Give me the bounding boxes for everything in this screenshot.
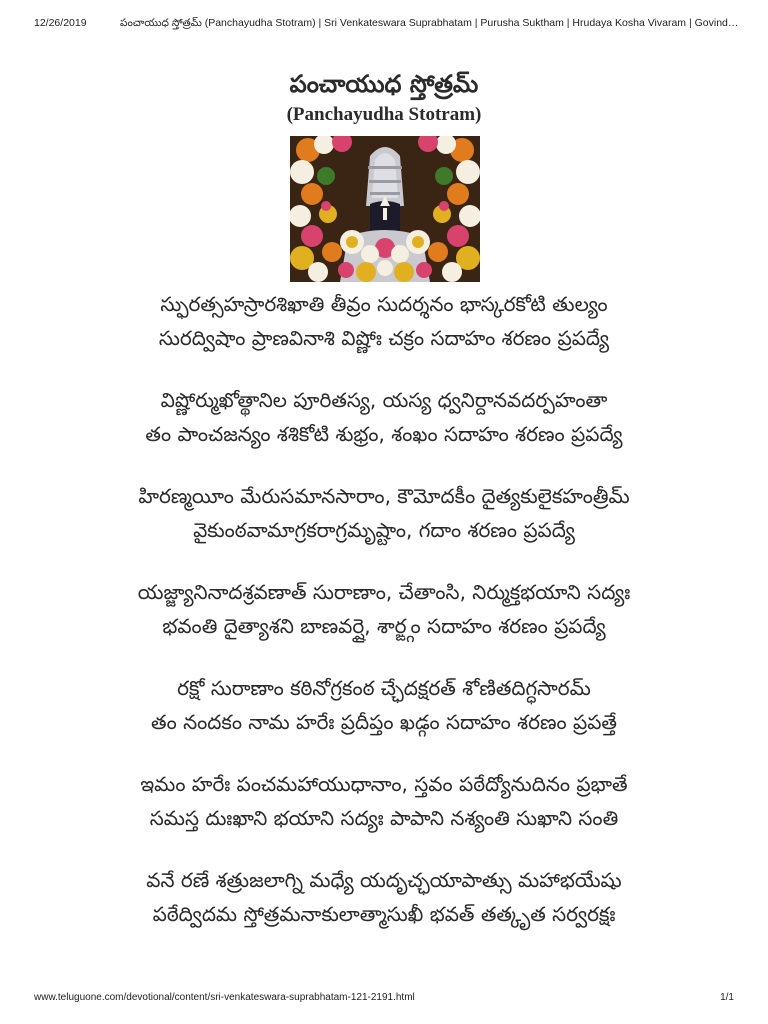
verse-6 xyxy=(0,767,768,863)
verse-line: తం నందకం నామ హరేః ప్రదీప్తం ఖడ్గం సదాహం శరణం ప్రపత్తే xyxy=(151,710,617,734)
deity-image-icon xyxy=(290,136,480,282)
verse-2 xyxy=(0,383,768,479)
verse-line: పఠేద్విదమ స్తోత్రమనాకులాత్మాసుఖీ భవత్ తత్కృత సర్వరక్షః xyxy=(152,902,616,926)
verse-4 xyxy=(0,575,768,671)
page-title: పంచాయుధ స్తోత్రమ్ xyxy=(289,70,479,98)
verse-line: స్ఫురత్సహస్రారశిఖాతి తీవ్రం సుదర్శనం భాస్కరకోటి తుల్యం xyxy=(160,292,608,316)
verse-line: వనే రణే శత్రుజలాగ్ని మధ్యే యదృచ్ఛయాపాత్సు మహాభయేషు xyxy=(146,868,622,892)
verse-line: భవంతి దైత్యాశని బాణవర్షై, శార్ఙ్గం సదాహం శరణం ప్రపద్యే xyxy=(162,614,606,638)
print-document-title: పంచాయుధ స్తోత్రమ్ (Panchayudha Stotram) | Sri Venkateswara Suprabhatam | Purusha Suktham | Hrudaya Kosha Vivaram | Govinda... xyxy=(120,17,742,29)
verse-line: ఇమం హరేః పంచమహాయుధానాం, స్తవం పఠేద్యోనుదినం ప్రభాతే xyxy=(140,772,628,796)
print-footer xyxy=(26,992,742,1006)
deity-image xyxy=(290,136,480,282)
verses xyxy=(0,285,768,959)
verse-line: సురద్విషాం ప్రాణవినాశి విష్ణోః చక్రం సదాహం శరణం ప్రపద్యే xyxy=(158,326,610,350)
verse-line: వైకుంఠవామాగ్రకరాగ్రమృష్టాం, గదాం శరణం ప్రపద్యే xyxy=(193,518,575,542)
verse-line: రక్షో సురాణాం కఠినోగ్రకంఠ చ్ఛేదక్షరత్ శోణితదిగ్ధసారమ్ xyxy=(177,676,591,700)
source-url[interactable]: www.teluguone.com/devotional/content/sri-venkateswara-suprabhatam-121-2191.html xyxy=(34,992,415,1003)
verse-line: హిరణ్మయీం మేరుసమానసారాం, కౌమోదకీం దైత్యకులైకహంత్రీమ్ xyxy=(138,484,630,508)
verse-line: విష్ణోర్ముఖోత్థానిల పూరితస్య, యస్య ధ్వనిర్దానవదర్పహంతా xyxy=(160,388,608,412)
verse-1 xyxy=(0,285,768,383)
print-date: 12/26/2019 xyxy=(34,17,87,29)
verse-3 xyxy=(0,479,768,575)
page-number: 1/1 xyxy=(720,992,734,1003)
verse-line: తం పాంచజన్యం శశికోటి శుభ్రం, శంఖం సదాహం శరణం ప్రపద్యే xyxy=(145,422,623,446)
verse-line: సమస్త దుఃఖాని భయాని సద్యః పాపాని నశ్యంతి సుఖాని సంతి xyxy=(149,806,619,830)
verse-5 xyxy=(0,671,768,767)
verse-7 xyxy=(0,863,768,959)
print-header xyxy=(26,17,742,33)
page-subtitle: (Panchayudha Stotram) xyxy=(286,104,482,125)
verse-line: యజ్జ్యానినాదశ్రవణాత్ సురాణాం, చేతాంసి, నిర్ముక్తభయాని సద్యః xyxy=(137,580,631,604)
ornaments xyxy=(338,230,432,282)
